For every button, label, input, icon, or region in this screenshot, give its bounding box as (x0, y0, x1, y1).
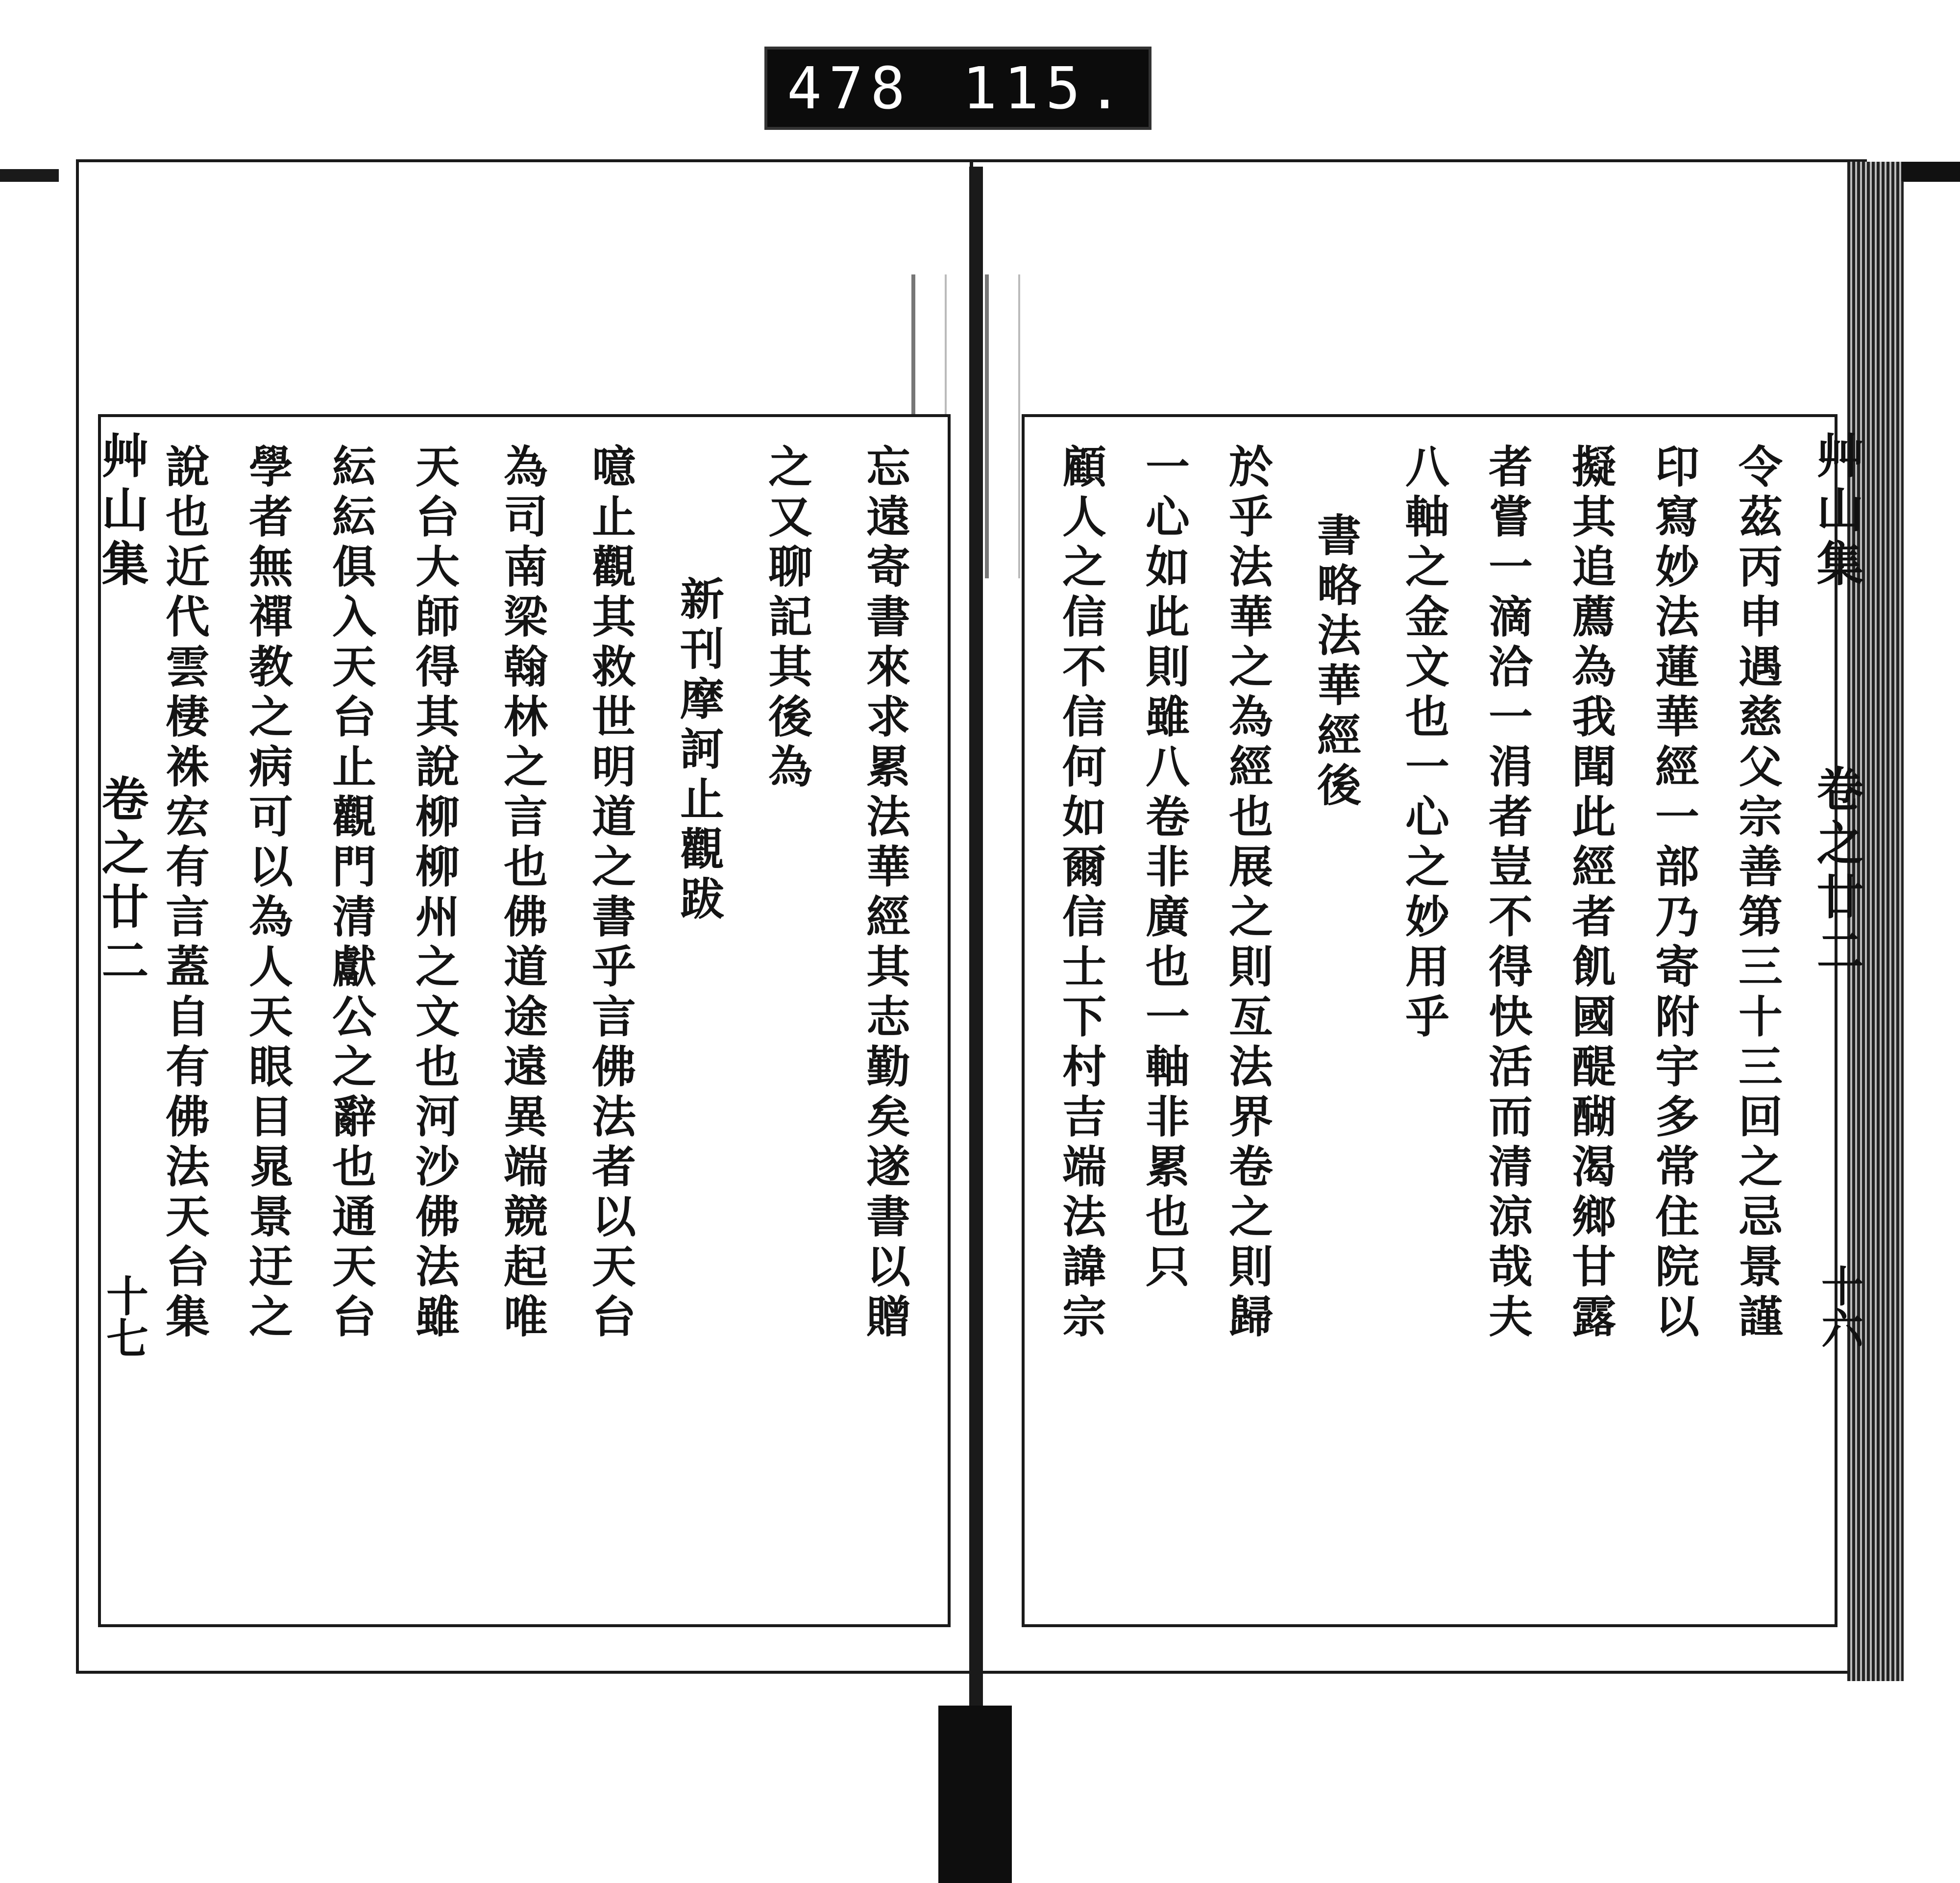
section-heading: 書略法華經後 (1309, 512, 1361, 812)
text-column: 顧人之信不信何如爾信士下村吉端法諱宗 (1054, 444, 1106, 1343)
margin-volume: 卷之廿二 (1809, 765, 1864, 980)
section-heading: 新刊摩訶止觀跋 (672, 576, 724, 926)
text-column: 噫止觀其救世明道之書乎言佛法者以天台 (584, 444, 636, 1343)
right-page-stack-cap (1901, 162, 1960, 181)
text-column: 紜紜俱入天台止觀門清獻公之辭也通天台 (324, 444, 376, 1343)
gutter-fold-mark (985, 274, 1020, 578)
text-column: 擬其追薦為我聞此經者飢國醍醐渴鄉甘露 (1564, 444, 1616, 1343)
text-column: 於乎法華之為經也展之則亙法界卷之則歸 (1221, 444, 1273, 1343)
text-column: 說也近代雲棲袾宏有言蓋自有佛法天台集 (158, 444, 210, 1343)
margin-book-title: 艸山集 (94, 431, 149, 593)
text-column: 印寫妙法蓮華經一部乃寄附宇多常住院以 (1647, 444, 1699, 1343)
text-column: 者嘗一滴洽一涓者豈不得快活而清涼哉夫 (1481, 444, 1533, 1343)
text-column: 為司南梁翰林之言也佛道途遠異端競起唯 (496, 444, 548, 1343)
film-frame-label (764, 47, 1152, 130)
book-spine-gutter (969, 167, 983, 1882)
margin-book-title: 艸山集 (1809, 431, 1864, 593)
text-column: 八軸之金文也一心之妙用乎 (1397, 444, 1449, 1043)
left-page-margin-volume (88, 774, 155, 990)
text-column: 忘遠寄書來求累法華經其志勤矣遂書以贈 (858, 444, 910, 1343)
right-page-folio: 十六 (1814, 1264, 1863, 1349)
right-page-margin-volume (1803, 765, 1870, 980)
frame-number: 115. (962, 54, 1129, 122)
text-column: 令茲丙申遇慈父宗善第三十三回之忌景謹 (1731, 444, 1783, 1343)
text-column: 一心如此則雖八卷非廣也一軸非累也只 (1138, 444, 1190, 1293)
margin-volume: 卷之廿二 (94, 774, 149, 990)
book-spine-base (938, 1706, 1012, 1883)
text-column: 天台大師得其說柳柳州之文也河沙佛法雖 (408, 444, 460, 1343)
text-column: 之又聊記其後為 (760, 444, 812, 793)
text-column: 學者無禪教之病可以為人天眼目晁景迂之 (241, 444, 293, 1343)
left-page-margin-title (88, 431, 155, 593)
right-page-margin-title (1803, 431, 1870, 593)
reel-number: 478 (787, 54, 912, 122)
left-page-folio: 十七 (99, 1274, 148, 1359)
